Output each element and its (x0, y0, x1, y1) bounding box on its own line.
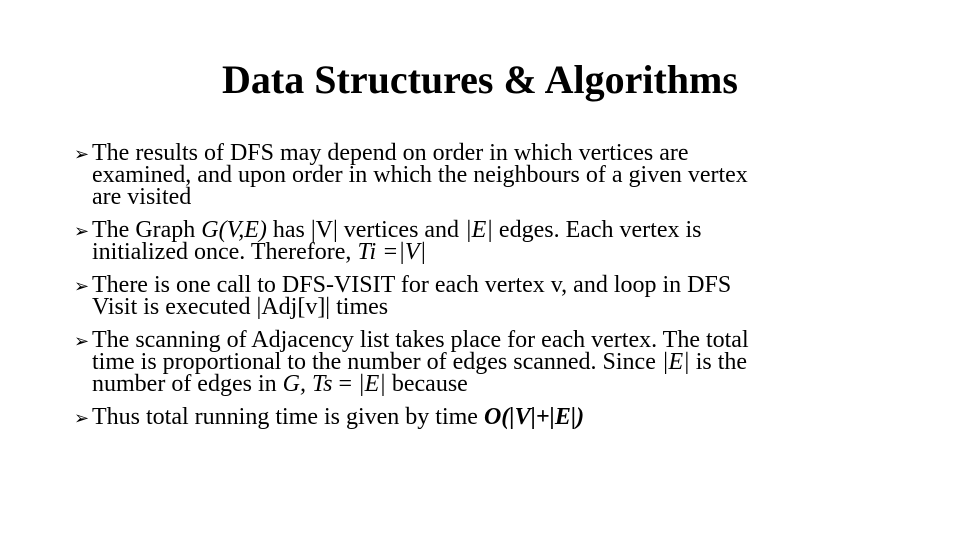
bullet-line: There is one call to DFS-VISIT for each vertex v, and loop in DFS (92, 272, 732, 298)
bullet-adjacency-scan (74, 329, 874, 395)
edge-count-notation: |E| (358, 371, 386, 397)
arrow-bullet-icon: ➢ (74, 276, 90, 297)
edge-count-notation: |E| (661, 349, 690, 375)
text-segment: time is proportional to the number of edges scanned. Since (92, 349, 662, 375)
text-segment: edges. Each vertex is (492, 217, 702, 243)
bullet-line (92, 406, 874, 428)
bullet-line: Visit is executed |Adj[v]| times (92, 294, 389, 320)
text-segment: is the (689, 349, 748, 375)
bullet-graph-init (74, 219, 874, 263)
graph-notation: G(V,E) (201, 217, 267, 243)
edge-count-notation: |E| (465, 217, 493, 243)
text-segment: Thus total running time is given by time (92, 404, 484, 430)
bullet-dfs-order (74, 142, 874, 208)
bullet-line (92, 219, 874, 241)
arrow-bullet-icon: ➢ (74, 331, 90, 352)
bullet-line: examined, and upon order in which the neighbours of a given vertex (92, 162, 748, 188)
bullet-line: The scanning of Adjacency list takes place for each vertex. The total (92, 327, 749, 353)
text-segment: initialized once. Therefore, (92, 239, 358, 265)
slide-title: Data Structures & Algorithms (222, 57, 738, 102)
scan-time-notation: G, Ts (282, 371, 333, 397)
init-time-formula: Ti =|V| (357, 239, 427, 265)
text-segment: has |V| vertices and (266, 217, 466, 243)
complexity-formula: O(|V|+|E|) (483, 404, 585, 430)
bullet-line (92, 351, 874, 373)
text-segment: because (385, 371, 468, 397)
text-segment: The Graph (92, 217, 202, 243)
bullet-line: are visited (92, 184, 192, 210)
arrow-bullet-icon: ➢ (74, 144, 90, 165)
bullet-total-time (74, 406, 874, 428)
arrow-bullet-icon: ➢ (74, 221, 90, 242)
text-segment: number of edges in (92, 371, 283, 397)
bullet-line: The results of DFS may depend on order in which vertices are (92, 140, 689, 166)
bullet-list (74, 142, 874, 439)
text-segment: = (332, 371, 358, 397)
arrow-bullet-icon: ➢ (74, 408, 90, 429)
bullet-dfs-visit (74, 274, 874, 318)
bullet-line (92, 373, 874, 395)
bullet-line (92, 241, 874, 263)
